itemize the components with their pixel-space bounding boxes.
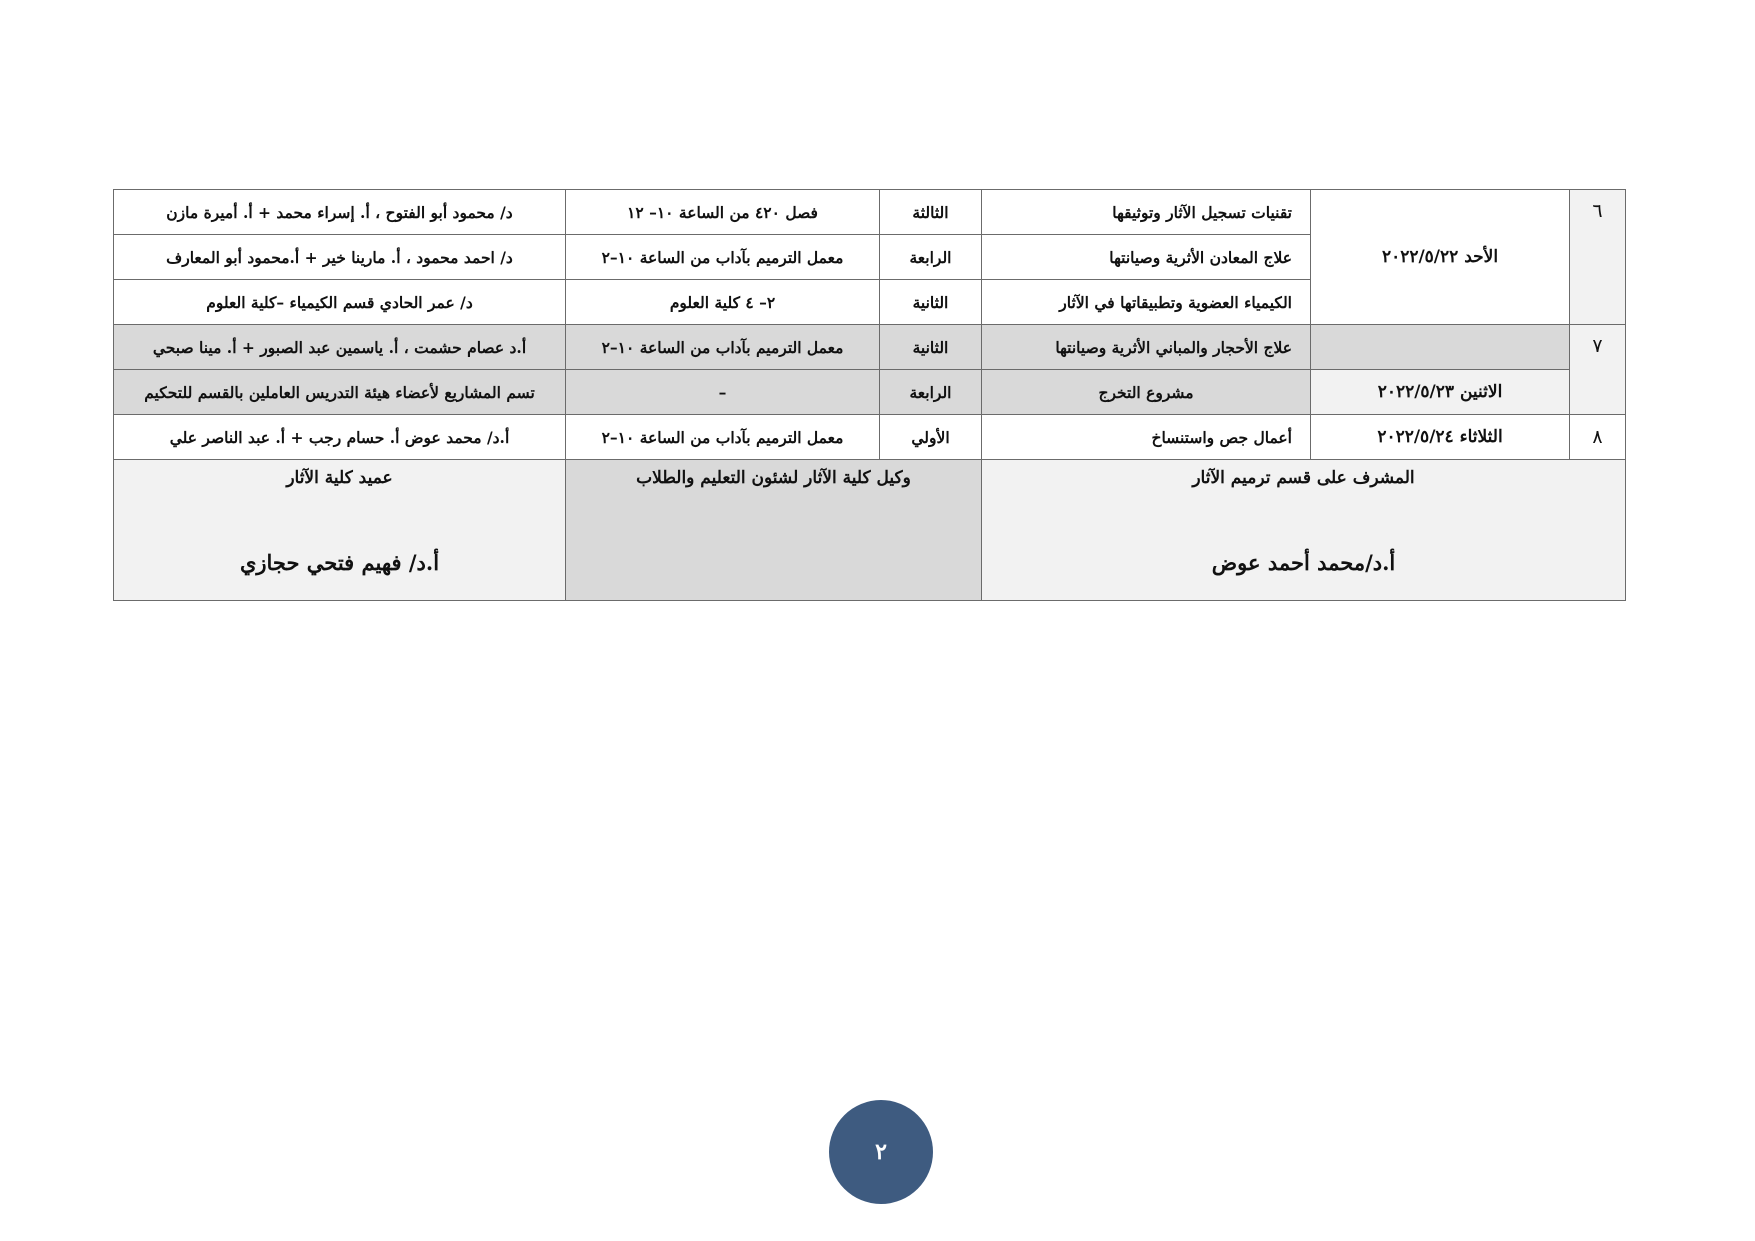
signature-title: المشرف على قسم ترميم الآثار [1192, 468, 1415, 488]
exam-place-time: معمل الترميم بآداب من الساعة ١٠–٢ [566, 415, 880, 460]
exam-place-time: – [566, 370, 880, 415]
signature-row [114, 460, 1626, 601]
table-row [114, 370, 1626, 415]
page-number-badge [829, 1100, 933, 1204]
subject: أعمال جص واستنساخ [982, 415, 1311, 460]
exam-date: الاثنين ٢٠٢٢/٥/٢٣ [1311, 370, 1570, 415]
signature-name: أ.د/محمد أحمد عوض [1211, 550, 1396, 575]
signature-title: وكيل كلية الآثار لشئون التعليم والطلاب [636, 468, 911, 488]
exam-place-time: فصل ٤٢٠ من الساعة ١٠– ١٢ [566, 190, 880, 235]
row-number: ٧ [1570, 325, 1626, 415]
staff: د/ عمر الحادي قسم الكيمياء –كلية العلوم [114, 280, 566, 325]
subject: علاج المعادن الأثرية وصيانتها [982, 235, 1311, 280]
exam-date-empty [1311, 325, 1570, 370]
table-row [114, 325, 1626, 370]
staff: تسم المشاريع لأعضاء هيئة التدريس العاملين بالقسم للتحكيم [114, 370, 566, 415]
subject: الكيمياء العضوية وتطبيقاتها في الآثار [982, 280, 1311, 325]
academic-year: الرابعة [880, 235, 982, 280]
page-number: ٢ [875, 1139, 887, 1165]
subject: مشروع التخرج [982, 370, 1311, 415]
exam-place-time: ٢– ٤ كلية العلوم [566, 280, 880, 325]
supervisor-signature [982, 460, 1626, 601]
exam-date: الثلاثاء ٢٠٢٢/٥/٢٤ [1311, 415, 1570, 460]
staff: أ.د عصام حشمت ، أ. ياسمين عبد الصبور + أ. مينا صبحي [114, 325, 566, 370]
exam-schedule-table [113, 189, 1626, 601]
table-row [114, 415, 1626, 460]
signature-name: أ.د/ فهيم فتحي حجازي [239, 550, 440, 575]
academic-year: الأولي [880, 415, 982, 460]
academic-year: الرابعة [880, 370, 982, 415]
table-row [114, 190, 1626, 235]
staff: أ.د/ محمد عوض أ. حسام رجب + أ. عبد الناصر علي [114, 415, 566, 460]
academic-year: الثانية [880, 280, 982, 325]
subject: تقنيات تسجيل الآثار وتوثيقها [982, 190, 1311, 235]
academic-year: الثالثة [880, 190, 982, 235]
row-number: ٨ [1570, 415, 1626, 460]
vice-dean-signature [566, 460, 982, 601]
exam-place-time: معمل الترميم بآداب من الساعة ١٠–٢ [566, 235, 880, 280]
staff: د/ محمود أبو الفتوح ، أ. إسراء محمد + أ. أميرة مازن [114, 190, 566, 235]
signature-title: عميد كلية الآثار [286, 468, 393, 488]
subject: علاج الأحجار والمباني الأثرية وصيانتها [982, 325, 1311, 370]
academic-year: الثانية [880, 325, 982, 370]
dean-signature [114, 460, 566, 601]
exam-place-time: معمل الترميم بآداب من الساعة ١٠–٢ [566, 325, 880, 370]
exam-date: الأحد ٢٠٢٢/٥/٢٢ [1311, 190, 1570, 325]
row-number: ٦ [1570, 190, 1626, 325]
staff: د/ احمد محمود ، أ. مارينا خير + أ.محمود أبو المعارف [114, 235, 566, 280]
